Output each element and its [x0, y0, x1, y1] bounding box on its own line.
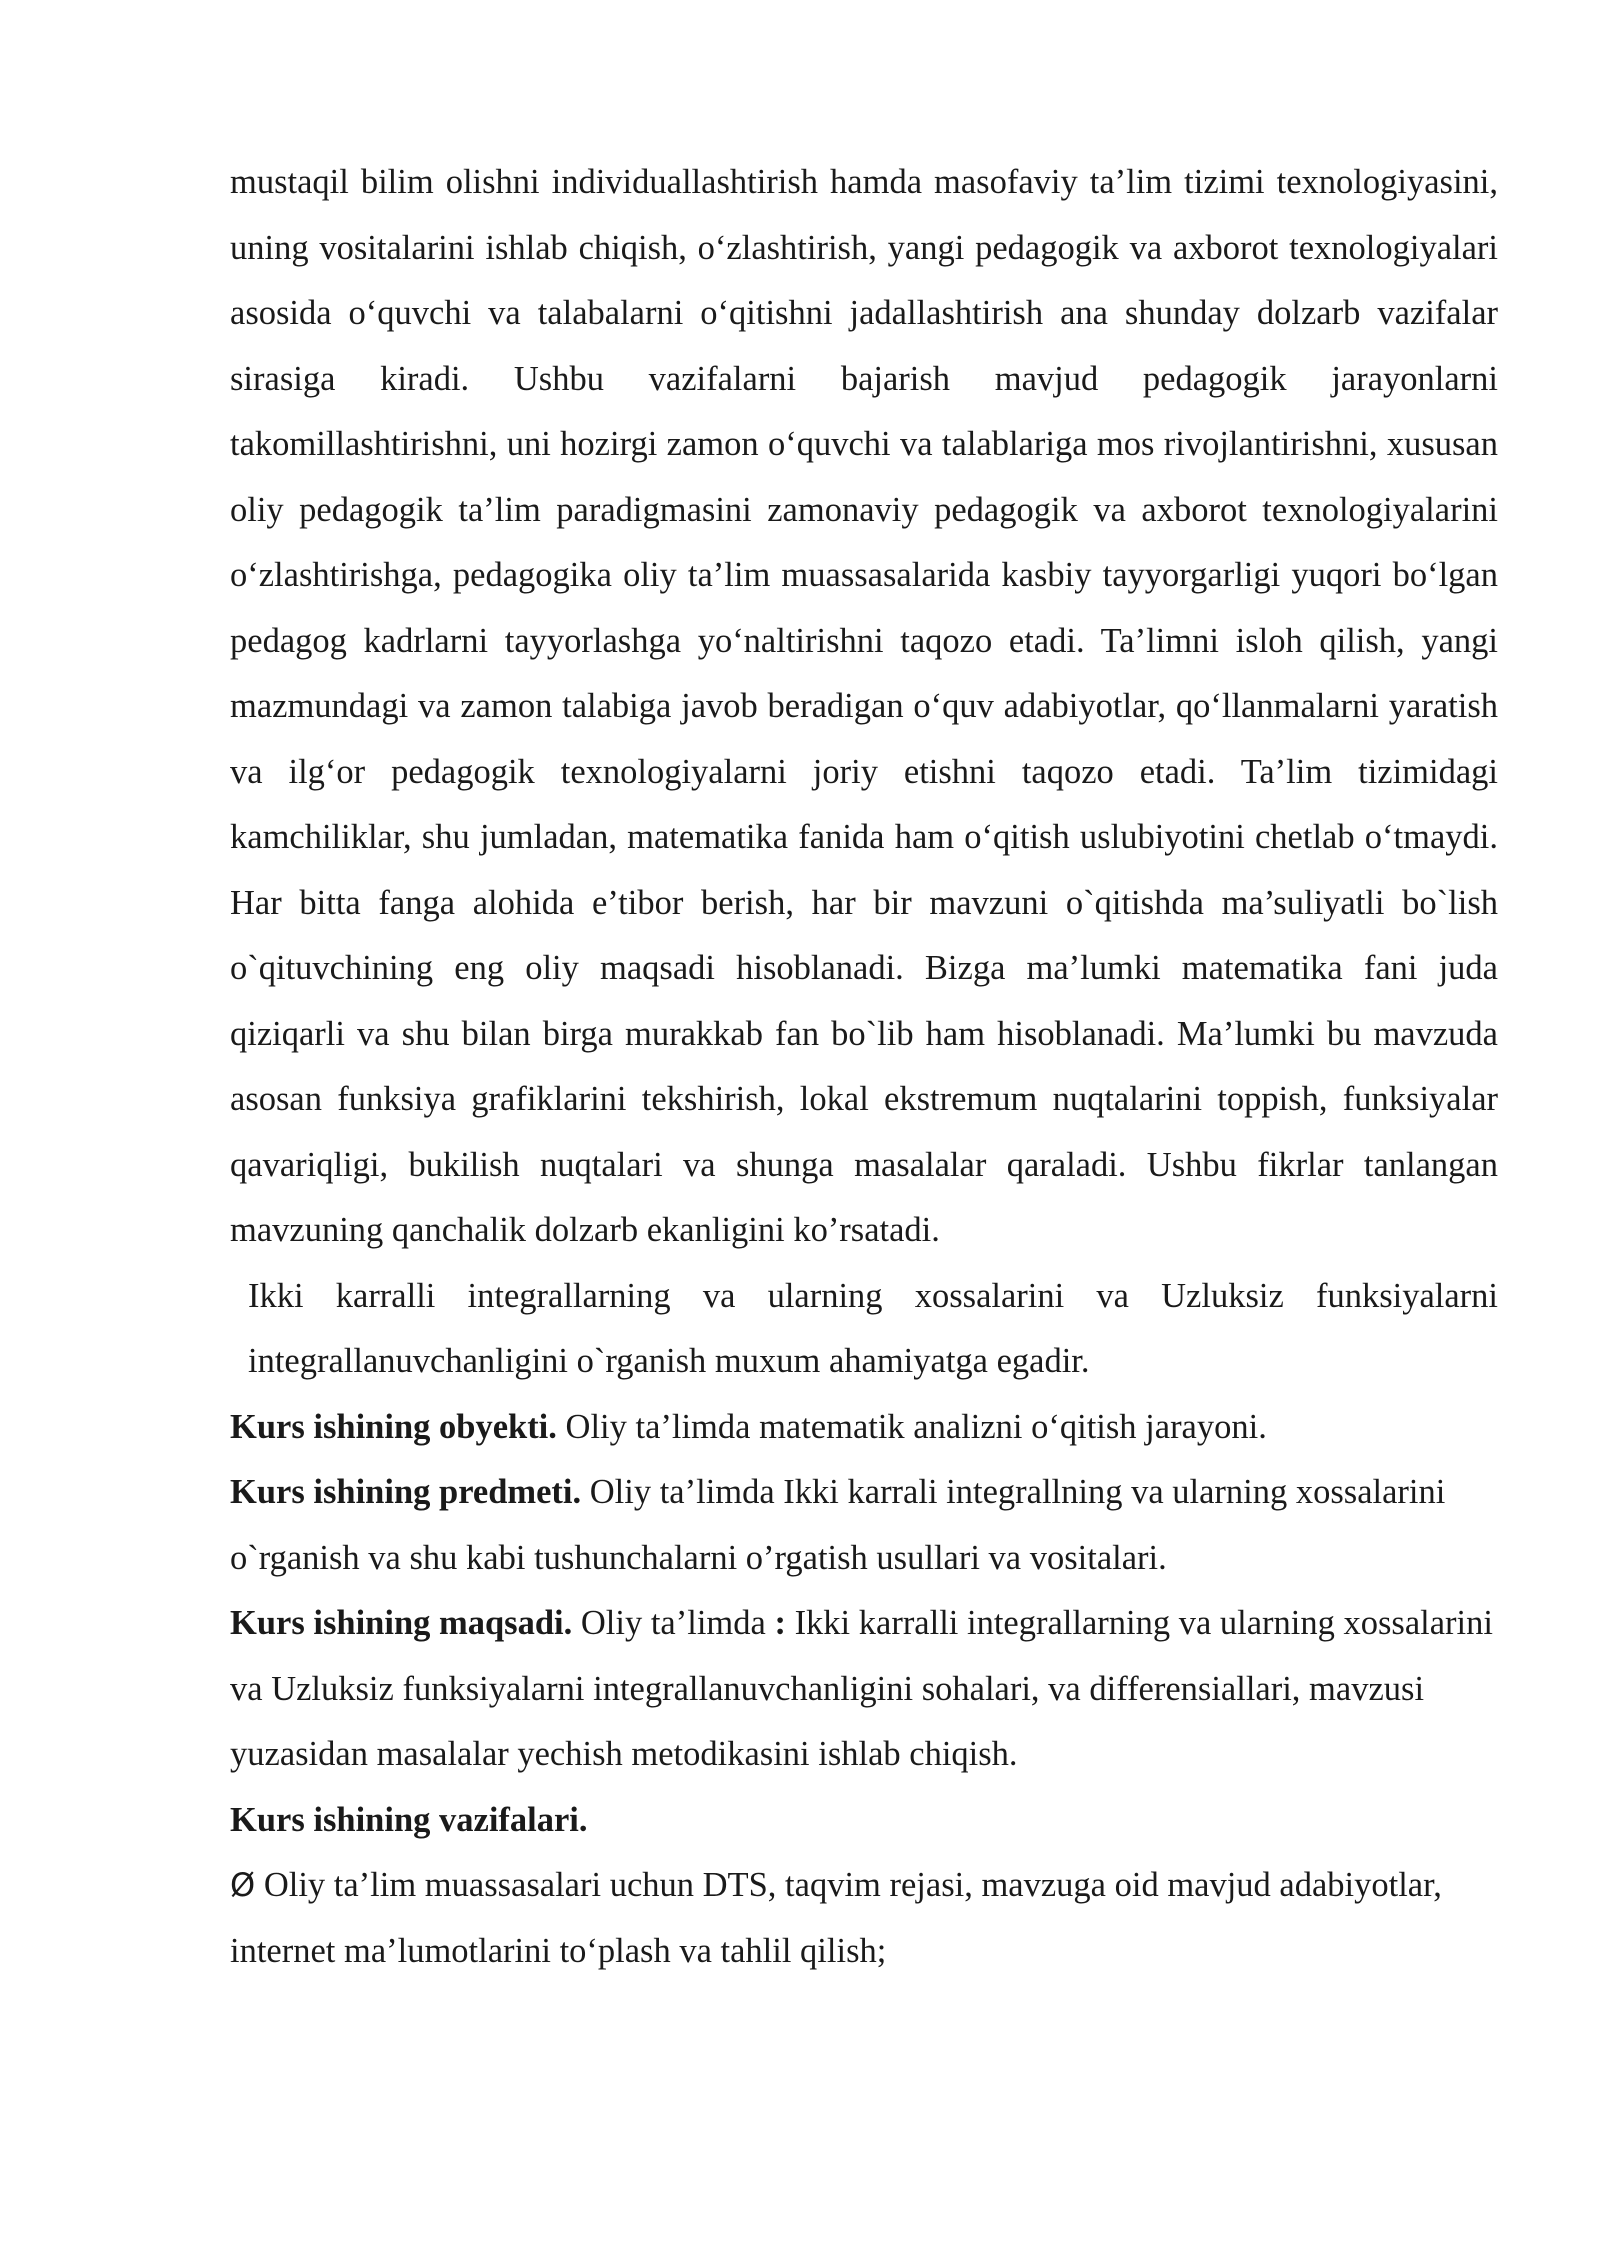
- document-page: [230, 150, 1498, 1984]
- course-goal-prefix: Oliy ta’limda: [572, 1604, 775, 1642]
- course-goal-text: Ikki karralli integrallarning va ularning xossalarini va Uzluksiz funksiyalarni integrallanuvchanligini sohalari, va differensiallari, mavzusi yuzasidan masalalar yechish metodikasini ishlab chiqish.: [230, 1604, 1493, 1773]
- course-goal-colon: :: [774, 1604, 786, 1642]
- course-object-text: Oliy ta’limda matematik analizni o‘qitish jarayoni.: [556, 1407, 1267, 1446]
- course-subject-text: Oliy ta’limda Ikki karrali integrallning va ularning xossalarini o`rganish va shu kabi tushunchalarni o’rgatish usullari va vositalari.: [230, 1473, 1446, 1577]
- course-goal-label: Kurs ishining maqsadi.: [230, 1604, 573, 1642]
- course-subject-label: Kurs ishining predmeti.: [230, 1473, 582, 1511]
- task-list-item: [230, 1853, 1498, 1984]
- course-goal-paragraph: [230, 1591, 1498, 1788]
- course-object-label: Kurs ishining obyekti.: [230, 1407, 557, 1446]
- course-object-paragraph: [230, 1395, 1498, 1461]
- intro-paragraph: mustaqil bilim olishni individuallashtirish hamda masofaviy ta’lim tizimi texnologiyasini, uning vositalarini ishlab chiqish, o‘zlashtirish, yangi pedagogik va axborot texnologiyalari asosida o‘quvchi va talabalarni o‘qitishni jadallashtirish ana shunday dolzarb vazifalar sirasiga kiradi. Ushbu vazifalarni bajarish mavjud pedagogik jarayonlarni takomillashtirishni, uni hozirgi zamon o‘quvchi va talablariga mos rivojlantirishni, xususan oliy pedagogik ta’lim paradigmasini zamonaviy pedagogik va axborot texnologiyalarini o‘zlashtirishga, pedagogika oliy ta’lim muassasalarida kasbiy tayyorgarligi yuqori bo‘lgan pedagog kadrlarni tayyorlashga yo‘naltirishni taqozo etadi. Ta’limni isloh qilish, yangi mazmundagi va zamon talabiga javob beradigan o‘quv adabiyotlar, qo‘llanmalarni yaratish va ilg‘or pedagogik texnologiyalarni joriy etishni taqozo etadi. Ta’lim tizimidagi kamchiliklar, shu jumladan, matematika fanida ham o‘qitish uslubiyotini chetlab o‘tmaydi. Har bitta fanga alohida e’tibor berish, har bir mavzuni o`qitishda ma’suliyatli bo`lish o`qituvchining eng oliy maqsadi hisoblanadi. Bizga ma’lumki matematika fani juda qiziqarli va shu bilan birga murakkab fan bo`lib ham hisoblanadi. Ma’lumki bu mavzuda asosan funksiya grafiklarini tekshirish, lokal ekstremum nuqtalarini toppish, funksiyalar qavariqligi, bukilish nuqtalari va shunga masalalar qaraladi. Ushbu fikrlar tanlangan mavzuning qanchalik dolzarb ekanligini ko’rsatadi.: [230, 163, 1498, 1249]
- bullet-arrow-icon: Ø: [230, 1866, 256, 1904]
- course-subject-paragraph: [230, 1460, 1498, 1591]
- course-tasks-heading: Kurs ishining vazifalari.: [230, 1800, 588, 1839]
- importance-paragraph: Ikki karralli integrallarning va ularning xossalarini va Uzluksiz funksiyalarni integrallanuvchanligini o`rganish muxum ahamiyatga egadir.: [248, 1276, 1498, 1380]
- task-item-text: Oliy ta’lim muassasalari uchun DTS, taqvim rejasi, mavzuga oid mavjud adabiyotlar, internet ma’lumotlarini to‘plash va tahlil qilish;: [230, 1866, 1442, 1970]
